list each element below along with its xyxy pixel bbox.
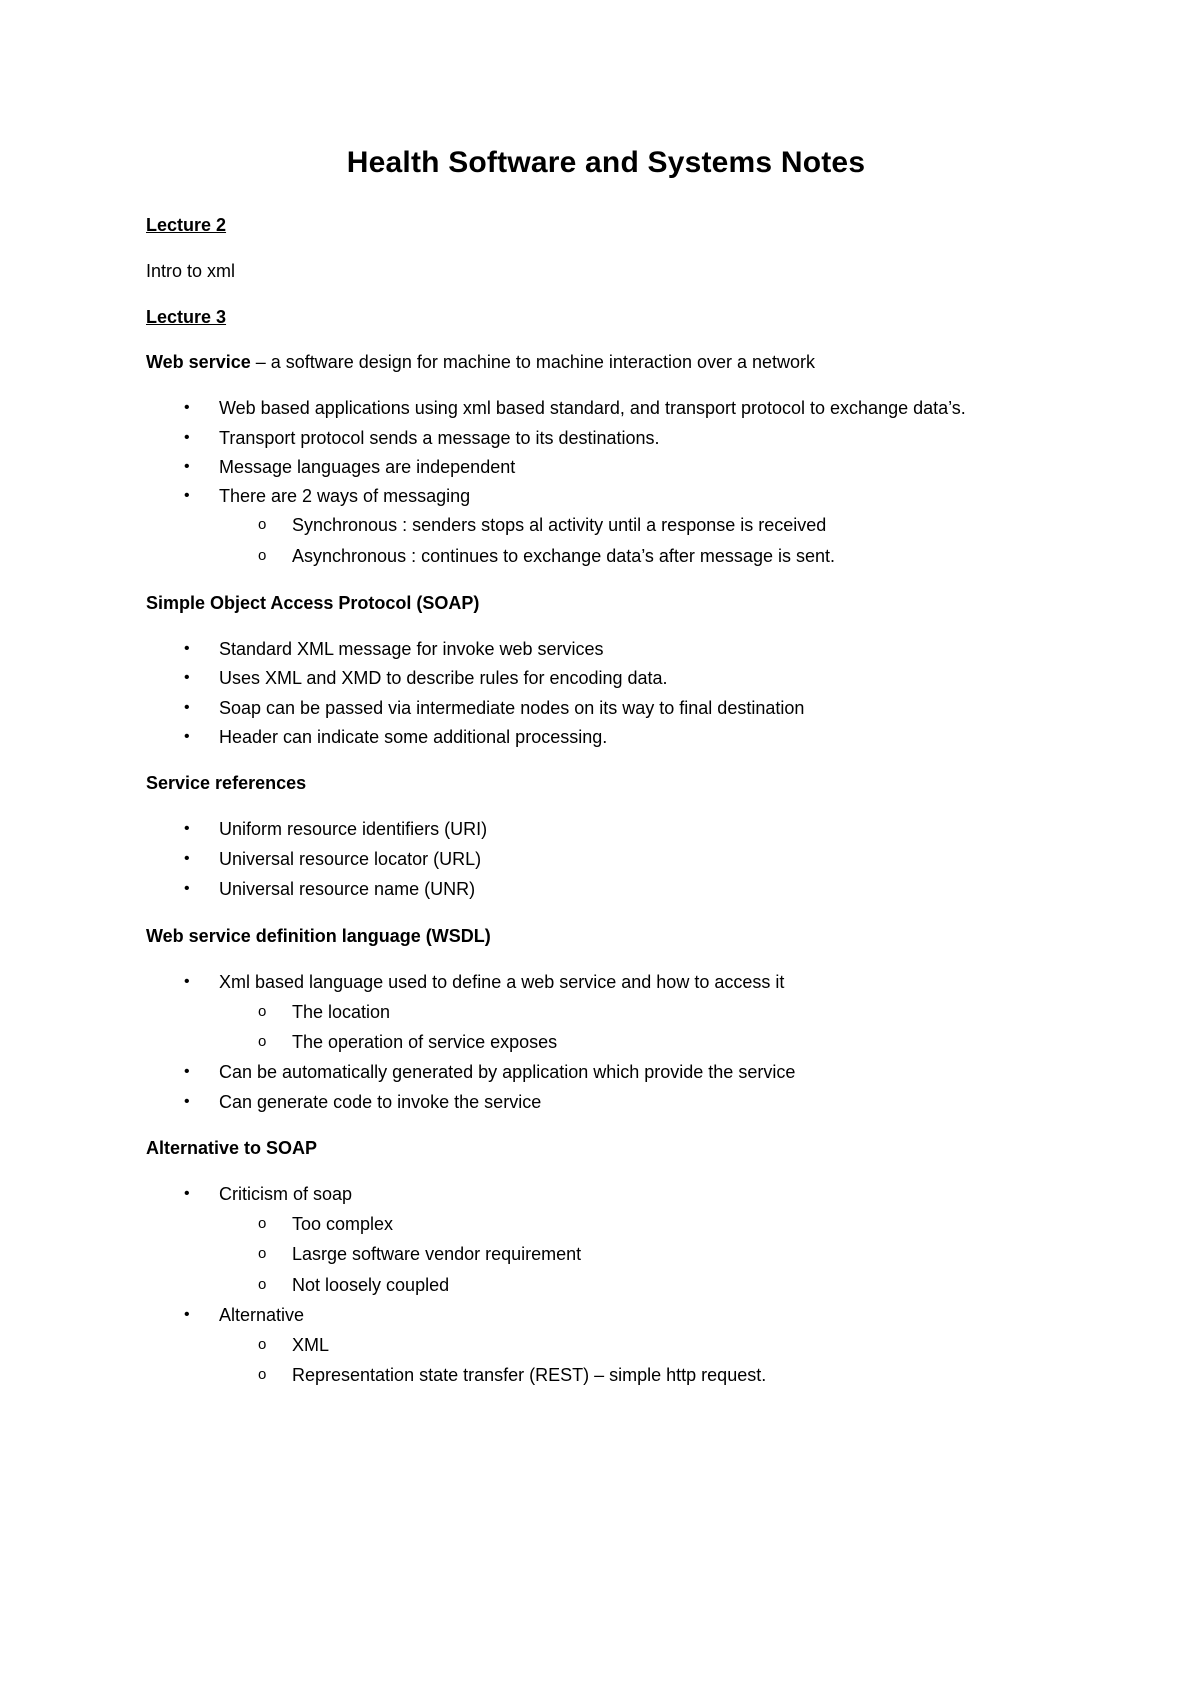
bullet-marker: • bbox=[184, 728, 190, 745]
list-item: Criticism of soap bbox=[219, 1184, 353, 1204]
bullet-marker: • bbox=[184, 1185, 190, 1202]
sub-list-item: Asynchronous : continues to exchange data’s after message is sent. bbox=[292, 546, 835, 566]
sub-bullet-marker: o bbox=[258, 1276, 267, 1293]
bullet-marker: • bbox=[184, 640, 190, 657]
list-item: Xml based language used to define a web service and how to access it bbox=[219, 972, 785, 992]
list-item: Universal resource name (UNR) bbox=[219, 879, 476, 899]
bullet-marker: • bbox=[184, 1306, 190, 1323]
bullet-marker: • bbox=[184, 1063, 190, 1080]
lecture-2-heading: Lecture 2 bbox=[146, 215, 227, 235]
list-item: Message languages are independent bbox=[219, 457, 516, 477]
sub-list-item: XML bbox=[292, 1335, 330, 1355]
web-service-term: Web service bbox=[146, 352, 251, 372]
sub-list-item: The operation of service exposes bbox=[292, 1032, 558, 1052]
bullet-marker: • bbox=[184, 669, 190, 686]
sub-bullet-marker: o bbox=[258, 516, 267, 533]
service-references-heading: Service references bbox=[146, 773, 307, 793]
wsdl-heading: Web service definition language (WSDL) bbox=[146, 926, 491, 946]
bullet-marker: • bbox=[184, 699, 190, 716]
soap-heading: Simple Object Access Protocol (SOAP) bbox=[146, 593, 480, 613]
bullet-marker: • bbox=[184, 973, 190, 990]
list-item: Header can indicate some additional processing. bbox=[219, 727, 608, 747]
list-item: Uniform resource identifiers (URI) bbox=[219, 819, 488, 839]
sub-list-item: Too complex bbox=[292, 1214, 394, 1234]
alternative-heading: Alternative to SOAP bbox=[146, 1138, 318, 1158]
list-item: There are 2 ways of messaging bbox=[219, 486, 471, 506]
sub-bullet-marker: o bbox=[258, 1336, 267, 1353]
list-item: Web based applications using xml based standard, and transport protocol to exchange data’s. bbox=[219, 398, 966, 418]
list-item: Transport protocol sends a message to its destinations. bbox=[219, 428, 660, 448]
bullet-marker: • bbox=[184, 399, 190, 416]
bullet-marker: • bbox=[184, 880, 190, 897]
sub-list-item: The location bbox=[292, 1002, 391, 1022]
bullet-marker: • bbox=[184, 458, 190, 475]
sub-bullet-marker: o bbox=[258, 1215, 267, 1232]
list-item: Universal resource locator (URL) bbox=[219, 849, 482, 869]
lecture-2-text: Intro to xml bbox=[146, 261, 236, 281]
sub-bullet-marker: o bbox=[258, 1245, 267, 1262]
bullet-marker: • bbox=[184, 429, 190, 446]
web-service-definition-line bbox=[146, 351, 815, 373]
sub-list-item: Representation state transfer (REST) – simple http request. bbox=[292, 1365, 767, 1385]
sub-bullet-marker: o bbox=[258, 1003, 267, 1020]
list-item: Alternative bbox=[219, 1305, 305, 1325]
sub-list-item: Synchronous : senders stops al activity until a response is received bbox=[292, 515, 827, 535]
web-service-definition: – a software design for machine to machine interaction over a network bbox=[250, 352, 816, 372]
list-item: Can be automatically generated by application which provide the service bbox=[219, 1062, 796, 1082]
bullet-marker: • bbox=[184, 487, 190, 504]
sub-bullet-marker: o bbox=[258, 1033, 267, 1050]
bullet-marker: • bbox=[184, 820, 190, 837]
sub-list-item: Not loosely coupled bbox=[292, 1275, 450, 1295]
sub-bullet-marker: o bbox=[258, 1366, 267, 1383]
list-item: Can generate code to invoke the service bbox=[219, 1092, 542, 1112]
bullet-marker: • bbox=[184, 850, 190, 867]
document-title: Health Software and Systems Notes bbox=[346, 146, 866, 179]
list-item: Uses XML and XMD to describe rules for encoding data. bbox=[219, 668, 668, 688]
lecture-3-heading: Lecture 3 bbox=[146, 307, 227, 327]
list-item: Standard XML message for invoke web services bbox=[219, 639, 604, 659]
sub-bullet-marker: o bbox=[258, 547, 267, 564]
sub-list-item: Lasrge software vendor requirement bbox=[292, 1244, 582, 1264]
bullet-marker: • bbox=[184, 1093, 190, 1110]
list-item: Soap can be passed via intermediate nodes on its way to final destination bbox=[219, 698, 805, 718]
